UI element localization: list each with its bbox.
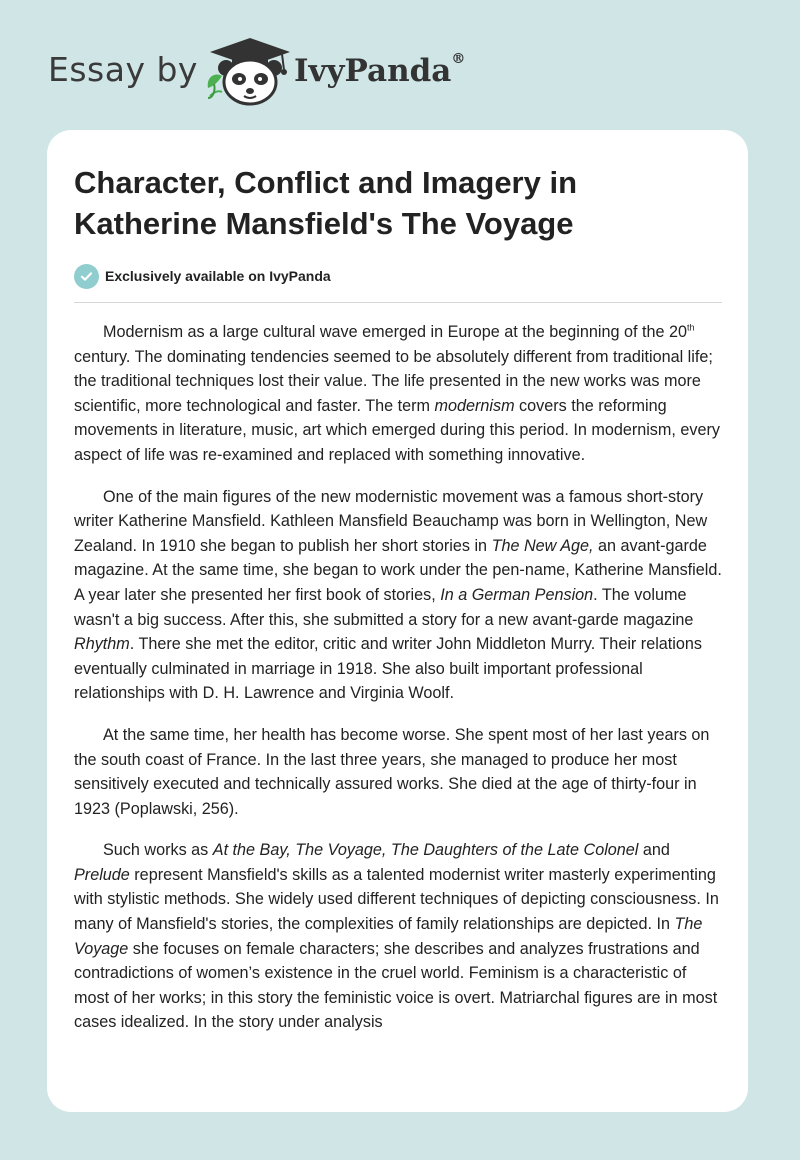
paragraph-text: . There she met the editor, critic and writer John Middleton Murry. Their relations eventually culminated in marriage in 1918. She also built important professional relationships with D. H. Lawrence and Virginia Woolf.	[74, 635, 702, 703]
paragraph-text: represent Mansfield's skills as a talented modernist writer masterly experimenting with stylistic methods. She widely used different techniques of depicting consciousness. In many of Mansfield's stories, the complexities of family relationships are depicted. In	[74, 865, 719, 934]
paragraph-text: . The volume wasn't a big success. After this, she submitted a story for a new avant-garde magazine	[74, 585, 694, 629]
divider	[74, 302, 722, 303]
paragraph-text: and	[638, 841, 670, 860]
badge-text: Exclusively available on IvyPanda	[105, 268, 331, 284]
italic-text: In a German Pension	[440, 585, 594, 604]
paragraph-text: One of the main figures of the new modernistic movement was a famous short-story writer Katherine Mansfield. Kathleen Mansfield Beauchamp was born in Wellington, New Zealand. In 1910 she began to publish her short stories in	[74, 487, 708, 555]
brand-prefix: Essay by	[48, 50, 198, 89]
paragraph-text: covers the reforming movements in literature, music, art which emerged during this period. In modernism, every aspect of life was re-examined and replaced with something innovative.	[74, 396, 720, 464]
italic-text: At the Bay, The Voyage, The Daughters of the Late Colonel	[212, 841, 639, 860]
page-title: Character, Conflict and Imagery in Katherine Mansfield's The Voyage	[74, 165, 578, 241]
italic-text: modernism	[434, 396, 515, 415]
paragraph-text: At the same time, her health has become worse. She spent most of her last years on the south coast of France. In the last three years, she managed to produce her most sensitively executed and technically assured works. She died at the age of thirty-four in 1923 (Poplawski, 256).	[74, 725, 710, 818]
brand-name[interactable]	[294, 53, 465, 89]
site-header	[48, 36, 748, 108]
essay-paragraph	[74, 838, 722, 1035]
paragraph-text: Modernism as a large cultural wave emerged in Europe at the beginning of the 20	[103, 323, 687, 341]
superscript: th	[687, 322, 695, 333]
paragraph-text: an avant-garde magazine. At the same time, she began to work under the pen-name, Katherine Mansfield. A year later she presented her first book of stories,	[74, 536, 722, 604]
registered-mark: ®	[451, 51, 466, 67]
exclusive-badge	[74, 263, 331, 289]
italic-text: Rhythm	[74, 635, 130, 654]
essay-paragraph	[74, 320, 722, 468]
check-circle-icon	[74, 264, 99, 289]
brand-name-text: IvyPanda	[294, 53, 452, 89]
essay-paragraph	[74, 723, 722, 821]
essay-paragraph	[74, 485, 722, 706]
italic-text: The New Age,	[491, 536, 594, 555]
essay-body	[74, 320, 722, 1052]
essay-card	[47, 130, 748, 1112]
paragraph-text: she focuses on female characters; she describes and analyzes frustrations and contradictions of women’s existence in the cruel world. Feminism is a characteristic of most of her works; in this story the feministic voice is overt. Matriarchal figures are in most cases idealized. In the story under analysis	[74, 939, 718, 1032]
paragraph-text: century. The dominating tendencies seemed to be absolutely different from traditional life; the traditional techniques lost their value. The life presented in the new works was more scientific, more technological and faster. The term	[74, 347, 713, 415]
italic-text: Prelude	[74, 865, 130, 884]
panda-graduate-icon[interactable]	[204, 36, 294, 108]
paragraph-text: Such works as	[103, 841, 213, 860]
italic-text: The Voyage	[74, 915, 703, 958]
